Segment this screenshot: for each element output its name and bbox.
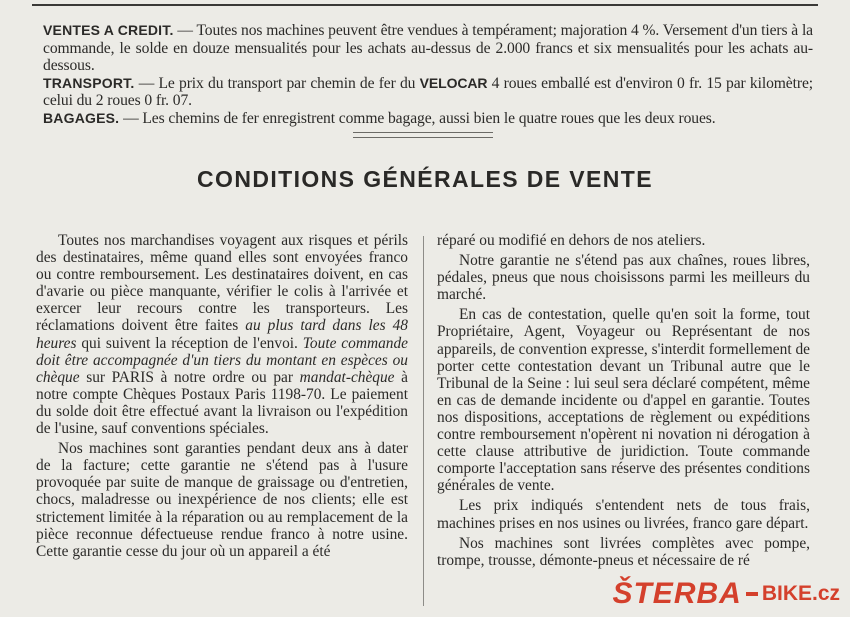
italic-run: mandat-chèque (299, 368, 395, 386)
credit-paragraph (43, 22, 813, 75)
left-column (36, 232, 408, 563)
bagages-text: — Les chemins de fer enregistrent comme bagage, aussi bien le quatre roues que les deux roues. (119, 109, 716, 127)
bagages-lead: BAGAGES. (43, 109, 120, 126)
credit-text: — Toutes nos machines peuvent être vendues à tempérament; majoration 4 %. Versement d'un tiers à la commande, le solde en douze mensualités pour les achats au-dessus de 2.000 francs et six mensualités pour les achats au-dessous. (43, 22, 813, 75)
warranty-paragraph: Nos machines sont garanties pendant deux ans à dater de la facture; cette garantie ne s'étend pas à l'usure provoquée par suite de manque de graissage ou d'entretien, chocs, maladresse ou inexpérience de nos clients; elle est strictement limitée à la réparation ou au remplacement de la pièce reconnue défectueuse rendue franco à notre usine. Cette garantie cesse du jour où un appareil a été (36, 440, 408, 560)
credit-lead: VENTES A CREDIT. (43, 22, 174, 38)
warranty-continuation: réparé ou modifié en dehors de nos ateliers. (437, 232, 706, 249)
transport-paragraph (43, 75, 813, 110)
text-run: Toutes nos marchandises voyagent aux risques et périls des destinataires, même quand elles sont envoyées franco ou contre remboursement. Les destinataires doivent, en cas d'avarie ou pièce manquante, vérifier le colis à l'arrivée et exercer leur recours contre les transporteurs. Les réclamations doivent être faites (36, 232, 408, 335)
transport-text-2: 4 roues emballé est d'environ 0 fr. 15 par kilomètre; celui du 2 roues 0 fr. 07. (43, 74, 813, 110)
watermark-brand: ŠTERBA (612, 577, 742, 610)
payment-paragraph (36, 232, 408, 437)
page-title: CONDITIONS GÉNÉRALES DE VENTE (197, 166, 653, 192)
transport-lead: TRANSPORT. (43, 74, 135, 91)
italic-run: Toute commande doit être accompagnée d'un tiers du montant en espèces ou chèque (36, 334, 408, 386)
watermark-domain: BIKE.cz (761, 582, 840, 605)
velocar-name: VELOCAR (419, 74, 488, 91)
watermark-dash (746, 592, 758, 596)
pricing-section (43, 22, 813, 128)
delivery-paragraph: Nos machines sont livrées complètes avec pompe, trompe, trousse, démonte-pneus et nécessaire de ré (437, 534, 810, 569)
top-rule (32, 4, 818, 6)
text-run: sur PARIS à notre ordre ou par (79, 368, 300, 386)
prices-paragraph: Les prix indiqués s'entendent nets de tous frais, machines prises en nos usines ou livrées, franco gare départ. (437, 497, 810, 532)
bagages-paragraph (43, 110, 813, 128)
column-separator (423, 236, 424, 606)
transport-text: — Le prix du transport par chemin de fer du (134, 74, 420, 92)
text-run: à notre compte Chèques Postaux Paris 1198-70. Le paiement du solde doit être effectué avant la livraison ou l'expédition de l'usine, sauf conventions spéciales. (36, 368, 408, 438)
exclusions-paragraph: Notre garantie ne s'étend pas aux chaînes, roues libres, pédales, pneus que nous choisissons parmi les meilleurs du marché. (437, 252, 810, 304)
section-divider-bottom (353, 137, 493, 138)
jurisdiction-paragraph: En cas de contestation, quelle qu'en soit la forme, tout Propriétaire, Agent, Voyageur ou Représentant de nos appareils, de convention expresse, s'interdit formellement de porter cette contestation devant un Tribunal autre que le Tribunal de la Seine : lui seul sera déclaré compétent, même en cas de demande incidente ou d'appel en garantie. Toutes nos dispositions, acceptations de règlement ou expéditions contre remboursement n'opèrent ni novation ni dérogation à cette clause attributive de juridiction. Toute commande comporte l'acceptation sans réserve des présentes conditions générales de vente. (437, 306, 810, 495)
italic-run: au plus tard dans les 48 heures (36, 317, 409, 352)
section-divider-top (353, 132, 493, 133)
text-run: qui suivent la réception de l'envoi. (76, 334, 303, 352)
right-column (437, 232, 810, 572)
watermark (612, 577, 840, 611)
